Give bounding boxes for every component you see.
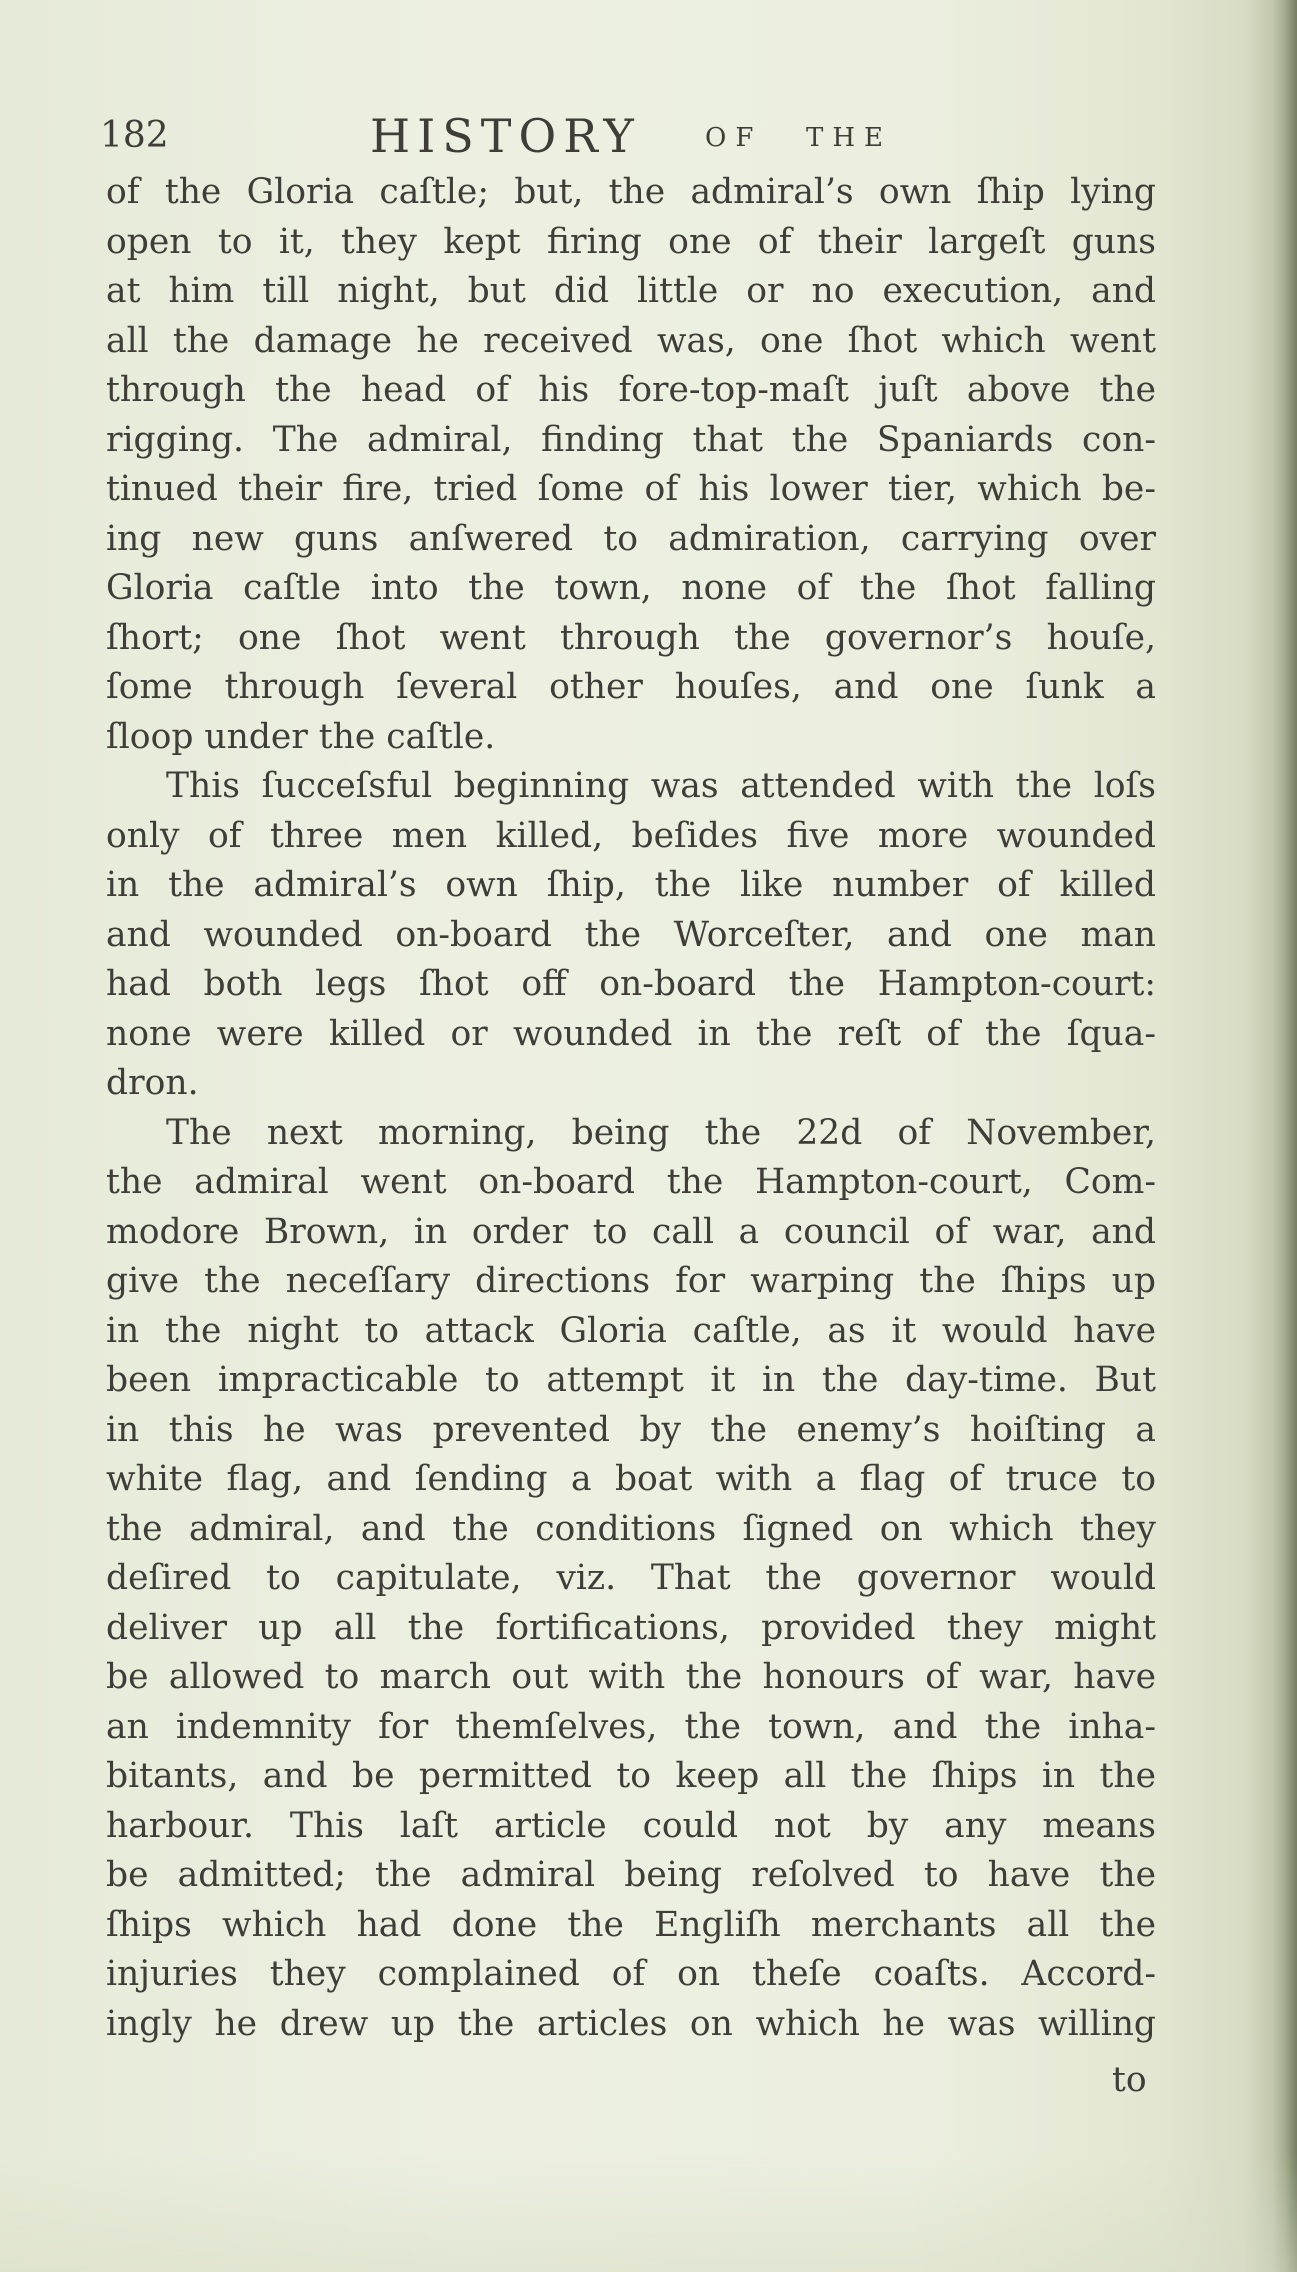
paragraph-start-line: This ſucceſsful beginning was attended with the loſs	[166, 766, 1156, 806]
running-title-of: OF	[705, 123, 763, 153]
paragraph-end-line: ſloop under the caſtle.	[106, 716, 496, 757]
text-line: in this he was prevented by the enemy’s hoiſting a	[106, 1409, 1156, 1450]
text-line: the admiral, and the conditions ſigned on which they	[106, 1508, 1156, 1549]
text-line: bitants, and be permitted to keep all the ſhips in the	[106, 1756, 1156, 1796]
text-line: been impracticable to attempt it in the day-time. But	[106, 1360, 1156, 1400]
text-line: deliver up all the fortifications, provided they might	[106, 1607, 1156, 1648]
text-line: the admiral went on-board the Hampton-court, Com-	[106, 1162, 1156, 1202]
text-line: and wounded on-board the Worceſter, and one man	[106, 914, 1156, 955]
page-number: 182	[100, 115, 169, 156]
text-line: only of three men killed, beſides five more wounded	[106, 815, 1156, 856]
running-head	[100, 106, 1180, 166]
text-line: through the head of his fore-top-maſt juſt above the	[106, 370, 1156, 410]
text-line: white flag, and ſending a boat with a flag of truce to	[106, 1459, 1156, 1499]
text-line: rigging. The admiral, finding that the Spaniards con-	[106, 419, 1156, 460]
text-line: an indemnity for themſelves, the town, and the inha-	[106, 1706, 1156, 1747]
text-line: tinued their fire, tried ſome of his lower tier, which be-	[106, 469, 1156, 509]
running-title: HISTORY	[370, 109, 641, 163]
text-line: harbour. This laſt article could not by any means	[106, 1805, 1156, 1846]
text-line: deſired to capitulate, viz. That the governor would	[106, 1558, 1156, 1598]
text-line: modore Brown, in order to call a council of war, and	[106, 1211, 1156, 1252]
page-bottom-shading	[0, 2152, 1297, 2272]
page-spine-shadow	[1273, 0, 1297, 2272]
text-line: ingly he drew up the articles on which he was willing	[106, 2003, 1156, 2044]
text-line: open to it, they kept firing one of their largeſt guns	[106, 221, 1156, 262]
text-line: be allowed to march out with the honours of war, have	[106, 1657, 1156, 1697]
running-title-the: THE	[806, 123, 892, 153]
text-line: be admitted; the admiral being reſolved to have the	[106, 1855, 1156, 1895]
paragraph-start-line: The next morning, being the 22d of November,	[166, 1112, 1156, 1153]
body-text	[106, 168, 1156, 2049]
text-line: in the admiral’s own ſhip, the like number of killed	[106, 865, 1156, 905]
text-line: give the neceſſary directions for warping the ſhips up	[106, 1261, 1156, 1301]
text-line: none were killed or wounded in the reſt of the ſqua-	[106, 1013, 1156, 1054]
text-line: ſome through ſeveral other houſes, and one ſunk a	[106, 667, 1156, 707]
text-line: all the damage he received was, one ſhot which went	[106, 320, 1156, 361]
text-line: Gloria caſtle into the town, none of the ſhot falling	[106, 568, 1156, 608]
text-line: of the Gloria caſtle; but, the admiral’s own ſhip lying	[106, 172, 1156, 212]
paragraph-end-line: dron.	[106, 1063, 199, 1103]
catchword: to	[1112, 2060, 1147, 2100]
text-line: ing new guns anſwered to admiration, carrying over	[106, 518, 1156, 559]
text-line: in the night to attack Gloria caſtle, as it would have	[106, 1310, 1156, 1351]
text-line: ſhips which had done the Engliſh merchants all the	[106, 1904, 1156, 1945]
text-line: at him till night, but did little or no execution, and	[106, 271, 1156, 311]
text-line: ſhort; one ſhot went through the governor’s houſe,	[106, 617, 1156, 658]
text-line: had both legs ſhot off on-board the Hampton-court:	[106, 964, 1156, 1004]
text-line: injuries they complained of on theſe coaſts. Accord-	[106, 1954, 1156, 1994]
